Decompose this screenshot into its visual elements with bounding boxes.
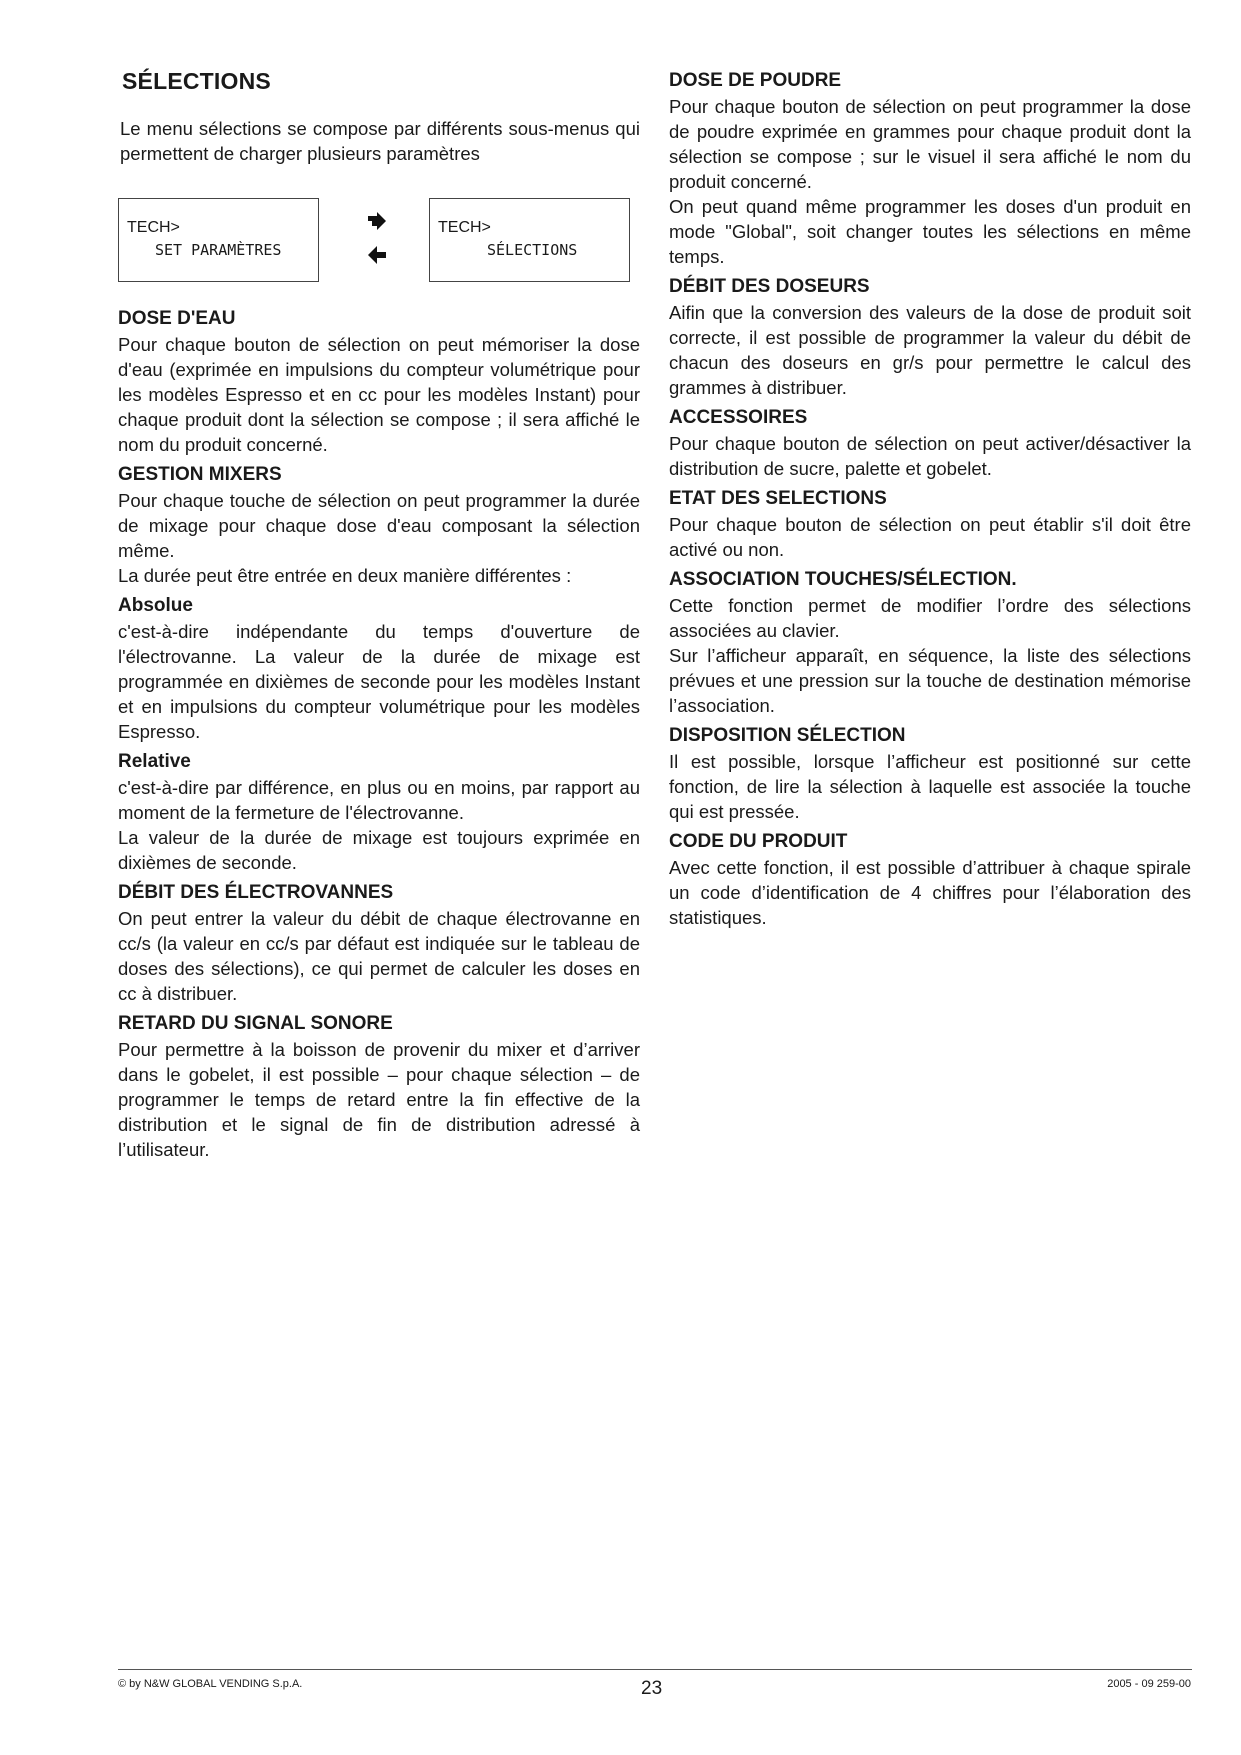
section-heading: ACCESSOIRES [669,407,808,428]
section [669,829,1191,930]
section [669,723,1191,824]
paragraph: Il est possible, lorsque l’afficheur est positionné sur cette fonction, de lire la sélection à laquelle est associée la touche qui est pressée. [669,751,1191,822]
footer-copyright: © by N&W GLOBAL VENDING S.p.A. [118,1678,303,1690]
paragraph: La valeur de la durée de mixage est toujours exprimée en dixièmes de seconde. [118,827,640,873]
section-heading: DOSE D'EAU [118,308,236,329]
section [118,306,640,457]
section-heading: CODE DU PRODUIT [669,831,848,852]
paragraph: Pour chaque bouton de sélection on peut activer/désactiver la distribution de sucre, palette et gobelet. [669,433,1191,479]
section [669,405,1191,481]
paragraph: Pour chaque bouton de sélection on peut établir s'il doit être activé ou non. [669,514,1191,560]
section [669,274,1191,400]
page-title: SÉLECTIONS [122,68,271,94]
lcd-display-set-parametres [118,198,319,282]
section-heading: DÉBIT DES ÉLECTROVANNES [118,882,394,903]
paragraph: c'est-à-dire indépendante du temps d'ouverture de l'électrovanne. La valeur de la durée de mixage est programmée en dixièmes de seconde pour les modèles Instant et en impulsions du compteur volumétrique pour les modèles Espresso. [118,621,640,742]
lcd-line1: TECH> [127,219,180,236]
section [118,880,640,1006]
section [118,593,640,744]
section-heading: DOSE DE POUDRE [669,70,842,91]
paragraph: Pour chaque touche de sélection on peut programmer la durée de mixage pour chaque dose d'eau composant la sélection même. [118,490,640,561]
arrow-right-icon [366,212,388,230]
section [118,749,640,875]
section-heading: RETARD DU SIGNAL SONORE [118,1013,393,1034]
paragraph: Aifin que la conversion des valeurs de la dose de produit soit correcte, il est possible de programmer la valeur du débit de chacun des doseurs en gr/s pour permettre le calcul des grammes à distribuer. [669,302,1191,398]
paragraph: On peut quand même programmer les doses d'un produit en mode "Global", soit changer toutes les sélections en même temps. [669,196,1191,267]
section-subheading: Relative [118,751,191,772]
footer-doc-code: 2005 - 09 259-00 [1107,1678,1191,1690]
page-number: 23 [641,1678,663,1699]
paragraph: c'est-à-dire par différence, en plus ou en moins, par rapport au moment de la fermeture de l'électrovanne. [118,777,640,823]
section [118,462,640,588]
lcd-line1: TECH> [438,219,491,236]
paragraph: Pour chaque bouton de sélection on peut mémoriser la dose d'eau (exprimée en impulsions du compteur volumétrique pour les modèles Espresso et en cc pour les modèles Instant) pour chaque produit dont la sélection se compose ; il sera affiché le nom du produit concerné. [118,334,640,455]
section [669,486,1191,562]
section-heading: DÉBIT DES DOSEURS [669,276,870,297]
section-subheading: Absolue [118,595,193,616]
paragraph: Pour chaque bouton de sélection on peut programmer la dose de poudre exprimée en grammes pour chaque produit dont la sélection se compose ; sur le visuel il sera affiché le nom du produit concerné. [669,96,1191,192]
right-column [669,68,1191,935]
section-heading: DISPOSITION SÉLECTION [669,725,906,746]
lcd-line2: SET PARAMÈTRES [155,241,282,259]
lcd-display-selections [429,198,630,282]
paragraph: Cette fonction permet de modifier l’ordre des sélections associées au clavier. [669,595,1191,641]
paragraph: Pour permettre à la boisson de provenir du mixer et d’arriver dans le gobelet, il est possible – pour chaque sélection – de programmer le temps de retard entre la fin effective de la distribution et le signal de fin de distribution adressé à l’utilisateur. [118,1039,640,1160]
paragraph: On peut entrer la valeur du débit de chaque électrovanne en cc/s (la valeur en cc/s par défaut est indiquée sur le tableau de doses des sélections), ce qui permet de calculer les doses en cc à distribuer. [118,908,640,1004]
section [118,1011,640,1162]
footer-divider [118,1669,1192,1670]
arrow-left-icon [366,246,388,264]
section [669,567,1191,718]
section-heading: ASSOCIATION TOUCHES/SÉLECTION. [669,569,1017,590]
intro-text: Le menu sélections se compose par différents sous-menus qui permettent de charger plusieurs paramètres [120,118,640,164]
paragraph: Avec cette fonction, il est possible d’attribuer à chaque spirale un code d’identification de 4 chiffres pour l’élaboration des statistiques. [669,857,1191,928]
paragraph: La durée peut être entrée en deux manière différentes : [118,565,572,586]
lcd-line2: SÉLECTIONS [487,241,578,259]
paragraph: Sur l’afficheur apparaît, en séquence, la liste des sélections prévues et une pression sur la touche de destination mémorise l’association. [669,645,1191,716]
left-column [118,306,640,1167]
section [669,68,1191,269]
section-heading: GESTION MIXERS [118,464,282,485]
section-heading: ETAT DES SELECTIONS [669,488,887,509]
